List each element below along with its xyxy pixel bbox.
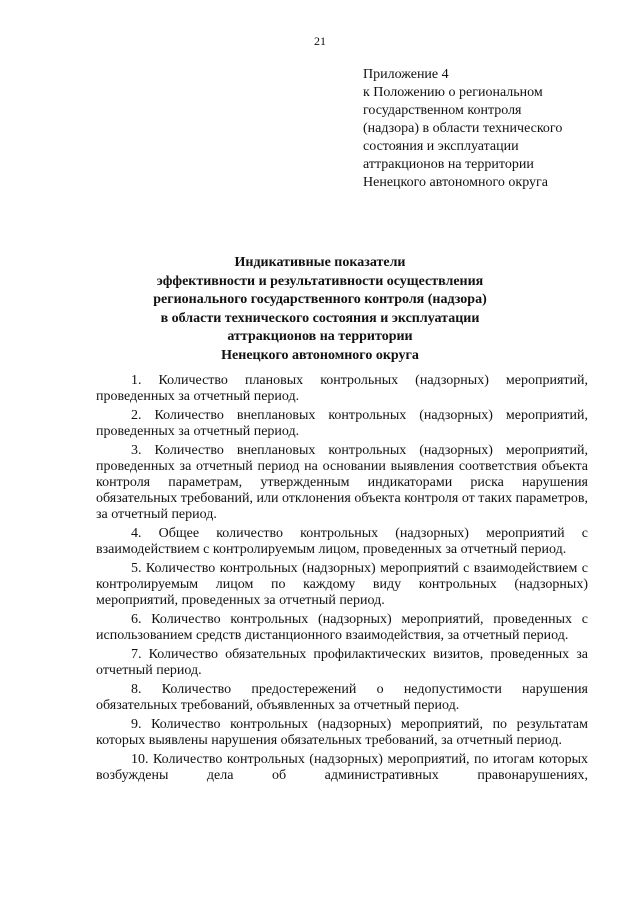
title-line: аттракционов на территории [227,329,413,344]
appendix-reference [363,66,562,192]
indicator-item: 8. Количество предостережений о недопустимости нарушения обязательных требований, объявленных за отчетный период. [96,682,588,713]
appendix-line: государственном контроля [363,103,522,118]
indicator-item: 2. Количество внеплановых контрольных (надзорных) мероприятий, проведенных за отчетный период. [96,408,588,439]
indicator-item: 4. Общее количество контрольных (надзорных) мероприятий с взаимодействием с контролируемым лицом, проведенных за отчетный период. [96,526,588,557]
appendix-line: (надзора) в области технического [363,121,563,136]
page-number: 21 [314,34,326,48]
indicator-item: 7. Количество обязательных профилактических визитов, проведенных за отчетный период. [96,647,588,678]
indicator-item: 6. Количество контрольных (надзорных) мероприятий, проведенных с использованием средств дистанционного взаимодействия, за отчетный период. [96,612,588,643]
appendix-line: аттракционов на территории [363,157,534,172]
title-line: Индикативные показатели [234,255,406,270]
appendix-line: Приложение 4 [363,67,449,82]
document-title [0,254,640,365]
appendix-line: к Положению о региональном [363,85,543,100]
indicator-item: 5. Количество контрольных (надзорных) мероприятий с взаимодействием с контролируемым лицом по каждому виду контрольных (надзорных) мероприятий, проведенных за отчетный период. [96,561,588,608]
title-line: в области технического состояния и эксплуатации [160,310,480,326]
indicator-item: 1. Количество плановых контрольных (надзорных) мероприятий, проведенных за отчетный период. [96,373,588,404]
title-line: Ненецкого автономного округа [221,347,419,363]
appendix-line: состояния и эксплуатации [363,139,519,154]
title-line: регионального государственного контроля (надзора) [153,292,487,307]
indicator-list [96,373,588,787]
indicator-item: 10. Количество контрольных (надзорных) мероприятий, по итогам которых возбуждены дела об административных правонарушениях, [96,752,588,783]
title-line: эффективности и результативности осуществления [156,273,484,289]
appendix-line: Ненецкого автономного округа [363,175,548,190]
indicator-item: 9. Количество контрольных (надзорных) мероприятий, по результатам которых выявлены нарушения обязательных требований, за отчетный период. [96,717,588,748]
indicator-item: 3. Количество внеплановых контрольных (надзорных) мероприятий, проведенных за отчетный период на основании выявления соответствия объекта контроля параметрам, утвержденным индикаторами риска нарушения обязательных требований, или отклонения объекта контроля от таких параметров, за отчетный период. [96,443,588,522]
